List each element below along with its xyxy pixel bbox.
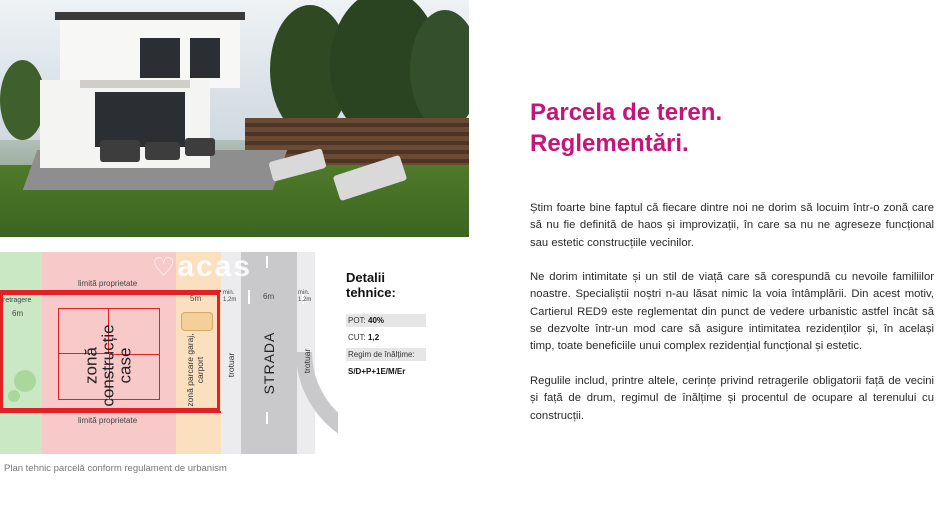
sidewalk-right-label: trotuar xyxy=(302,348,312,374)
plan-caption: Plan tehnic parcelă conform regulament de urbanism xyxy=(4,463,227,474)
cut-row: CUT: 1,2 xyxy=(348,333,380,342)
height-regime-label: Regim de înălțime: xyxy=(346,348,426,361)
paragraph-1: Știm foarte bine faptul că fiecare dintre noi ne dorim să locuim într-o zonă care să nu fie definită de haos și improvizații, în care sa nu ne agreseze funcțional sau estetic construcțiile vecinilor. xyxy=(530,202,934,249)
limit-top-label: limită proprietate xyxy=(78,279,138,288)
property-line-top xyxy=(0,290,221,292)
setback-label: retragere xyxy=(3,297,32,304)
watermark-logo: ♡acas xyxy=(152,250,253,283)
paragraph-2: Ne dorim intimitate și un stil de viață care să corespundă cu nevoile familiilor noastre. Specialiștii noștri n-au lăsat nimic la voia întâmplării. Din acest motiv, Cartierul RED9 este reglementat din punct de vedere urbanistic astfel încât să se dezvolte într-un mod care să asigure intimitatea rezidenților și, în același timp, toate beneficiile unui complex rezidențial funcțional și estetic. xyxy=(530,271,934,353)
parking-zone-label: zonă parcare garaj, carport xyxy=(185,333,205,407)
setback-value: 6m xyxy=(12,309,24,318)
parking-gap-label: 5m xyxy=(190,294,202,303)
sidewalk-left-label: trotuar xyxy=(226,352,236,378)
limit-bottom-label: limită proprietate xyxy=(78,416,138,425)
house-render-image xyxy=(0,0,469,237)
details-title: Detalii tehnice: xyxy=(346,270,396,300)
section-heading: Parcela de teren. Reglementări. xyxy=(530,99,723,157)
technical-details xyxy=(346,270,426,378)
min-right-label: min. 1,2m xyxy=(298,290,312,303)
street-label: STRADA xyxy=(261,331,277,395)
paragraph-3: Regulile includ, printre altele, cerințe privind retragerile obligatorii față de vecini și față de drum, regimul de înălțime și procentul de ocupare al terenului cu construcții. xyxy=(530,375,934,422)
build-zone-label: zonă construcție case xyxy=(81,324,135,407)
pot-row: POT: 40% xyxy=(346,314,426,327)
height-regime-value: S/D+P+1E/M/Er xyxy=(348,367,406,376)
road-width-label: 6m xyxy=(263,292,275,301)
min-left-label: min. 1,2m xyxy=(223,290,237,303)
